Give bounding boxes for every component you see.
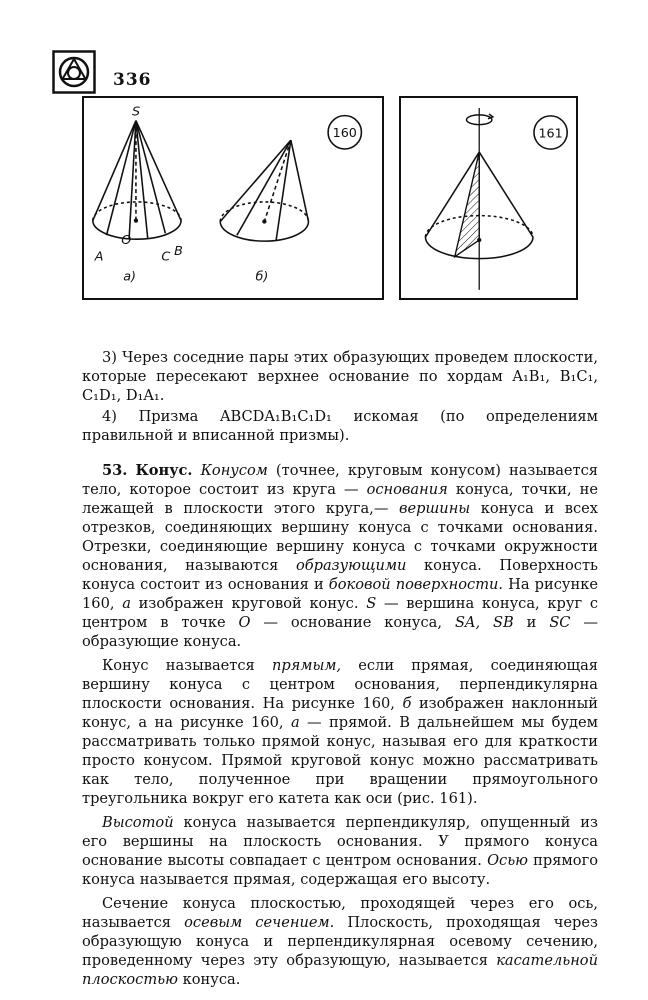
- text: и: [513, 614, 550, 631]
- term-cone: Конусом: [200, 462, 268, 479]
- paragraph-definition: [82, 461, 598, 651]
- text: — образующие конуса.: [82, 614, 598, 650]
- term-axial-section: осевым сечением.: [184, 914, 335, 931]
- text: конуса. Поверхность конуса состоит из основания и: [82, 557, 598, 593]
- figure-number-161: 161: [538, 125, 563, 141]
- point-B: B: [174, 243, 183, 259]
- figure-161: [399, 96, 578, 300]
- text: Плоскость, проходящая через образующую конуса и перпендикулярная осевому сечению, проведенному через эту образующую, называется: [82, 914, 598, 969]
- text-italic: SC: [549, 614, 571, 631]
- figure-label-a: а): [123, 269, 136, 285]
- text: — прямой. В дальнейшем мы будем рассматривать только прямой конус, называя его для краткости просто конусом. Прямой круговой конус можно рассматривать как тело, полученное при вращении прямоугольного треугольника вокруг его катета как оси (рис. 161).: [82, 714, 598, 807]
- text: (точнее, круговым конусом) называется тело, которое состоит из круга —: [82, 462, 598, 498]
- text: — основание конуса,: [250, 614, 455, 631]
- text: Сечение конуса плоскостью, проходящей через его ось, называется: [82, 895, 598, 931]
- term-base: основания: [366, 481, 448, 498]
- paragraph-right-cone: [82, 656, 598, 808]
- paragraph-section: [82, 894, 598, 989]
- figure-label-b: б): [255, 269, 269, 285]
- term-lateral-surface: боковой поверхности.: [328, 576, 504, 593]
- text-italic: S: [366, 595, 377, 612]
- term-height: Высотой: [102, 814, 174, 831]
- section-53: [82, 461, 598, 994]
- text: конуса, точки, не лежащей в плоскости этого круга,—: [82, 481, 598, 517]
- paragraph-height: [82, 813, 598, 889]
- page-number: 336: [113, 70, 152, 90]
- section-title: Конус.: [135, 462, 193, 479]
- text-italic: б: [402, 695, 412, 712]
- point-A: A: [94, 249, 104, 265]
- text: конуса и всех отрезков, соединяющих вершину конуса с точками основания. Отрезки, соединяющие вершину конуса с точками окружности основания, называются: [82, 500, 599, 574]
- text-italic: а: [122, 595, 131, 612]
- text-italic: SA, SB: [454, 614, 514, 631]
- text: изображен наклонный конус, а на рисунке 160,: [82, 695, 598, 731]
- list-item-3: 3) Через соседние пары этих образующих проведем плоскости, которые пересекают верхнее основание по хордам A₁B₁, B₁C₁, C₁D₁, D₁A₁.: [82, 349, 598, 404]
- list-item-4: 4) Призма ABCDA₁B₁C₁D₁ искомая (по определениям правильной и вписанной призмы).: [82, 408, 598, 444]
- term-vertex: вершины: [399, 500, 471, 517]
- text: — вершина конуса, круг с центром в точке: [82, 595, 599, 631]
- text: Конус называется: [102, 657, 272, 674]
- term-generators: образующими: [295, 557, 407, 574]
- figure-160: [82, 96, 384, 300]
- cone-b-drawing: [220, 140, 308, 241]
- point-S: S: [132, 104, 141, 120]
- term-right: прямым,: [271, 657, 342, 674]
- text-italic: а: [290, 714, 300, 731]
- text: изображен круговой конус.: [130, 595, 367, 612]
- point-C: C: [161, 249, 171, 265]
- text: прямого конуса называется прямая, содержащая его высоту.: [82, 852, 598, 888]
- section-number: 53.: [102, 462, 128, 479]
- text: конуса называется перпендикуляр, опущенный из его вершины на плоскость основания. У прямого конуса основание высоты совпадает с центром основания.: [82, 814, 598, 869]
- text-italic: O: [238, 614, 251, 631]
- figure-number-160: 160: [332, 126, 357, 142]
- point-O: O: [121, 233, 132, 249]
- text: конуса.: [177, 971, 241, 988]
- term-tangent-plane: касательной плоскостью: [82, 952, 598, 988]
- term-axis: Осью: [487, 852, 528, 869]
- text: если прямая, соединяющая вершину конуса с центром основания, перпендикулярна плоскости основания. На рисунке 160,: [82, 657, 599, 712]
- list-items: [82, 348, 598, 445]
- triangle-in-circle-logo-icon: [52, 50, 96, 94]
- text: На рисунке 160,: [82, 576, 598, 612]
